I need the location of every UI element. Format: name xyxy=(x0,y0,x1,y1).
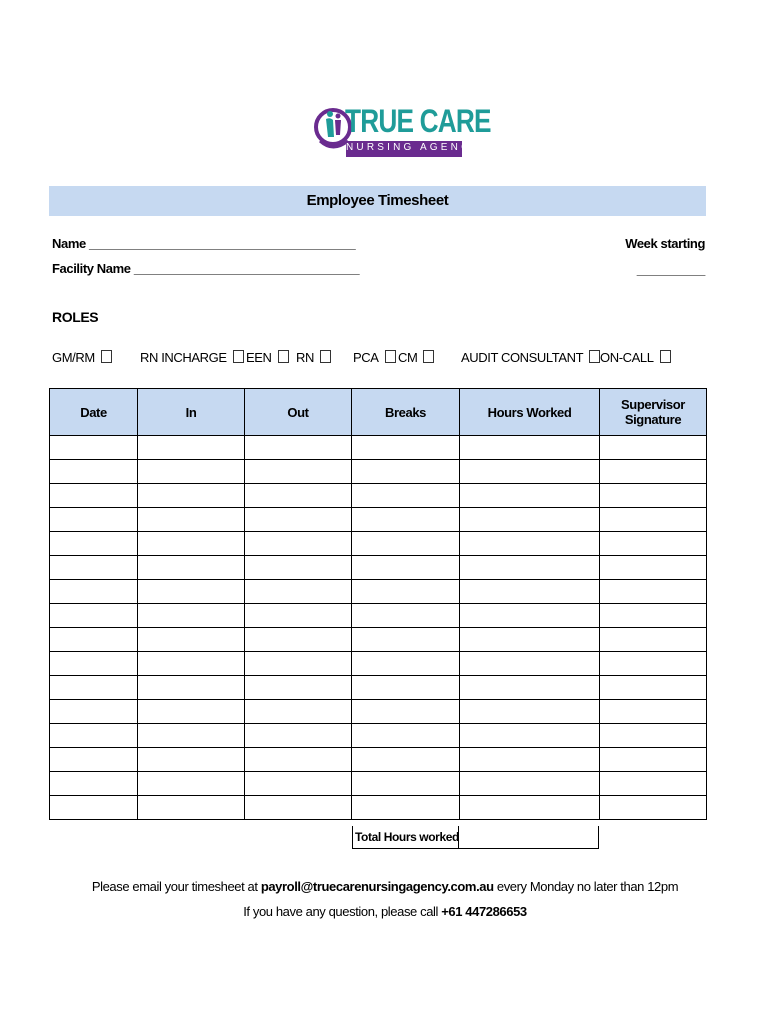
cell-date[interactable] xyxy=(50,724,138,748)
table-row xyxy=(50,748,707,772)
table-row xyxy=(50,460,707,484)
col-header-date: Date xyxy=(50,389,138,436)
cell-hours-worked[interactable] xyxy=(460,724,600,748)
col-header-in: In xyxy=(138,389,245,436)
cell-in[interactable] xyxy=(138,796,245,820)
checkbox[interactable] xyxy=(101,350,112,363)
cell-breaks[interactable] xyxy=(352,556,460,580)
cell-in[interactable] xyxy=(138,748,245,772)
cell-out[interactable] xyxy=(245,628,352,652)
cell-breaks[interactable] xyxy=(352,580,460,604)
cell-supervisor-signature[interactable] xyxy=(600,556,707,580)
cell-supervisor-signature[interactable] xyxy=(600,676,707,700)
table-row xyxy=(50,772,707,796)
total-hours-field[interactable] xyxy=(459,826,599,849)
cell-supervisor-signature[interactable] xyxy=(600,628,707,652)
cell-date[interactable] xyxy=(50,748,138,772)
cell-hours-worked[interactable] xyxy=(460,796,600,820)
cell-in[interactable] xyxy=(138,556,245,580)
cell-supervisor-signature[interactable] xyxy=(600,772,707,796)
cell-in[interactable] xyxy=(138,484,245,508)
role-pca[interactable] xyxy=(353,350,396,365)
table-row xyxy=(50,580,707,604)
table-row xyxy=(50,652,707,676)
checkbox[interactable] xyxy=(233,350,244,363)
cell-out[interactable] xyxy=(245,508,352,532)
table-row xyxy=(50,532,707,556)
table-row xyxy=(50,724,707,748)
table-row xyxy=(50,508,707,532)
logo-tagline: NURSING AGENCY xyxy=(346,142,482,153)
checkbox[interactable] xyxy=(278,350,289,363)
cell-date[interactable] xyxy=(50,604,138,628)
cell-hours-worked[interactable] xyxy=(460,484,600,508)
cell-supervisor-signature[interactable] xyxy=(600,532,707,556)
cell-in[interactable] xyxy=(138,724,245,748)
cell-hours-worked[interactable] xyxy=(460,460,600,484)
footer-phone-line xyxy=(0,904,770,919)
cell-breaks[interactable] xyxy=(352,532,460,556)
role-cm[interactable] xyxy=(398,350,434,365)
cell-out[interactable] xyxy=(245,484,352,508)
table-row xyxy=(50,604,707,628)
cell-breaks[interactable] xyxy=(352,436,460,460)
cell-date[interactable] xyxy=(50,508,138,532)
table-row xyxy=(50,436,707,460)
role-label: PCA xyxy=(353,350,379,365)
cell-date[interactable] xyxy=(50,652,138,676)
cell-breaks[interactable] xyxy=(352,460,460,484)
cell-out[interactable] xyxy=(245,748,352,772)
timesheet-body xyxy=(50,436,707,820)
table-row xyxy=(50,676,707,700)
cell-breaks[interactable] xyxy=(352,628,460,652)
cell-in[interactable] xyxy=(138,508,245,532)
cell-out[interactable] xyxy=(245,460,352,484)
week-starting-field[interactable]: __________ xyxy=(636,262,705,277)
cell-date[interactable] xyxy=(50,436,138,460)
table-row xyxy=(50,628,707,652)
role-label: GM/RM xyxy=(52,350,95,365)
cell-in[interactable] xyxy=(138,580,245,604)
footer-text: every Monday no later than 12pm xyxy=(493,879,679,894)
role-on-call[interactable] xyxy=(600,350,671,365)
role-label: RN INCHARGE xyxy=(140,350,227,365)
role-gm-rm[interactable] xyxy=(52,350,112,365)
cell-hours-worked[interactable] xyxy=(460,580,600,604)
page-title: Employee Timesheet xyxy=(306,192,449,209)
cell-hours-worked[interactable] xyxy=(460,556,600,580)
cell-breaks[interactable] xyxy=(352,676,460,700)
cell-breaks[interactable] xyxy=(352,796,460,820)
role-label: AUDIT CONSULTANT xyxy=(461,350,584,365)
cell-breaks[interactable] xyxy=(352,700,460,724)
role-label: CM xyxy=(398,350,418,365)
checkbox[interactable] xyxy=(385,350,396,363)
table-row xyxy=(50,556,707,580)
cell-supervisor-signature[interactable] xyxy=(600,604,707,628)
role-een[interactable] xyxy=(246,350,289,365)
checkbox[interactable] xyxy=(423,350,434,363)
cell-in[interactable] xyxy=(138,652,245,676)
cell-breaks[interactable] xyxy=(352,652,460,676)
cell-out[interactable] xyxy=(245,676,352,700)
cell-date[interactable] xyxy=(50,532,138,556)
role-label: RN xyxy=(296,350,314,365)
cell-breaks[interactable] xyxy=(352,748,460,772)
cell-in[interactable] xyxy=(138,628,245,652)
table-header-row xyxy=(50,389,707,436)
cell-supervisor-signature[interactable] xyxy=(600,796,707,820)
role-audit-consultant[interactable] xyxy=(461,350,600,365)
cell-out[interactable] xyxy=(245,556,352,580)
cell-hours-worked[interactable] xyxy=(460,772,600,796)
cell-supervisor-signature[interactable] xyxy=(600,652,707,676)
cell-hours-worked[interactable] xyxy=(460,652,600,676)
cell-out[interactable] xyxy=(245,652,352,676)
cell-hours-worked[interactable] xyxy=(460,436,600,460)
cell-out[interactable] xyxy=(245,700,352,724)
phone-number-link[interactable]: +61 447286653 xyxy=(441,904,527,919)
cell-in[interactable] xyxy=(138,700,245,724)
cell-date[interactable] xyxy=(50,460,138,484)
cell-hours-worked[interactable] xyxy=(460,532,600,556)
cell-out[interactable] xyxy=(245,436,352,460)
timesheet-table xyxy=(49,388,707,820)
cell-out[interactable] xyxy=(245,724,352,748)
checkbox[interactable] xyxy=(589,350,600,363)
footer-email-line xyxy=(0,879,770,894)
cell-date[interactable] xyxy=(50,484,138,508)
col-header-hours-worked: Hours Worked xyxy=(460,389,600,436)
name-field[interactable]: Name _______________________________________ xyxy=(52,236,356,251)
cell-breaks[interactable] xyxy=(352,508,460,532)
cell-hours-worked[interactable] xyxy=(460,748,600,772)
table-row xyxy=(50,700,707,724)
cell-in[interactable] xyxy=(138,604,245,628)
role-rn[interactable] xyxy=(296,350,331,365)
cell-breaks[interactable] xyxy=(352,484,460,508)
role-label: EEN xyxy=(246,350,272,365)
facility-name-field[interactable]: Facility Name _________________________________ xyxy=(52,261,360,276)
week-starting-label: Week starting xyxy=(625,236,705,251)
cell-date[interactable] xyxy=(50,772,138,796)
cell-in[interactable] xyxy=(138,772,245,796)
cell-out[interactable] xyxy=(245,796,352,820)
cell-date[interactable] xyxy=(50,580,138,604)
cell-in[interactable] xyxy=(138,676,245,700)
cell-hours-worked[interactable] xyxy=(460,508,600,532)
cell-date[interactable] xyxy=(50,796,138,820)
cell-out[interactable] xyxy=(245,580,352,604)
payroll-email-link[interactable]: payroll@truecarenursingagency.com.au xyxy=(260,879,494,894)
col-header-out: Out xyxy=(245,389,352,436)
roles-heading: ROLES xyxy=(52,309,99,325)
cell-supervisor-signature[interactable] xyxy=(600,748,707,772)
role-label: ON-CALL xyxy=(600,350,654,365)
checkbox[interactable] xyxy=(320,350,331,363)
cell-in[interactable] xyxy=(138,460,245,484)
cell-breaks[interactable] xyxy=(352,724,460,748)
cell-date[interactable] xyxy=(50,628,138,652)
cell-hours-worked[interactable] xyxy=(460,700,600,724)
cell-out[interactable] xyxy=(245,604,352,628)
cell-supervisor-signature[interactable] xyxy=(600,460,707,484)
cell-supervisor-signature[interactable] xyxy=(600,580,707,604)
logo-wordmark: TRUE CARE xyxy=(345,103,491,139)
col-header-supervisor-signature: Supervisor Signature xyxy=(600,389,707,436)
cell-breaks[interactable] xyxy=(352,604,460,628)
cell-hours-worked[interactable] xyxy=(460,628,600,652)
table-row xyxy=(50,796,707,820)
cell-supervisor-signature[interactable] xyxy=(600,436,707,460)
cell-supervisor-signature[interactable] xyxy=(600,700,707,724)
cell-supervisor-signature[interactable] xyxy=(600,508,707,532)
cell-hours-worked[interactable] xyxy=(460,676,600,700)
cell-breaks[interactable] xyxy=(352,772,460,796)
cell-date[interactable] xyxy=(50,556,138,580)
cell-supervisor-signature[interactable] xyxy=(600,724,707,748)
cell-date[interactable] xyxy=(50,700,138,724)
footer-text: If you have any question, please call xyxy=(243,904,442,919)
checkbox[interactable] xyxy=(660,350,671,363)
cell-hours-worked[interactable] xyxy=(460,604,600,628)
cell-in[interactable] xyxy=(138,436,245,460)
cell-supervisor-signature[interactable] xyxy=(600,484,707,508)
footer-text: Please email your timesheet at xyxy=(91,879,261,894)
total-hours-label: Total Hours worked xyxy=(352,826,459,849)
table-row xyxy=(50,484,707,508)
cell-date[interactable] xyxy=(50,676,138,700)
col-header-breaks: Breaks xyxy=(352,389,460,436)
cell-in[interactable] xyxy=(138,532,245,556)
role-rn-incharge[interactable] xyxy=(140,350,244,365)
cell-out[interactable] xyxy=(245,532,352,556)
cell-out[interactable] xyxy=(245,772,352,796)
